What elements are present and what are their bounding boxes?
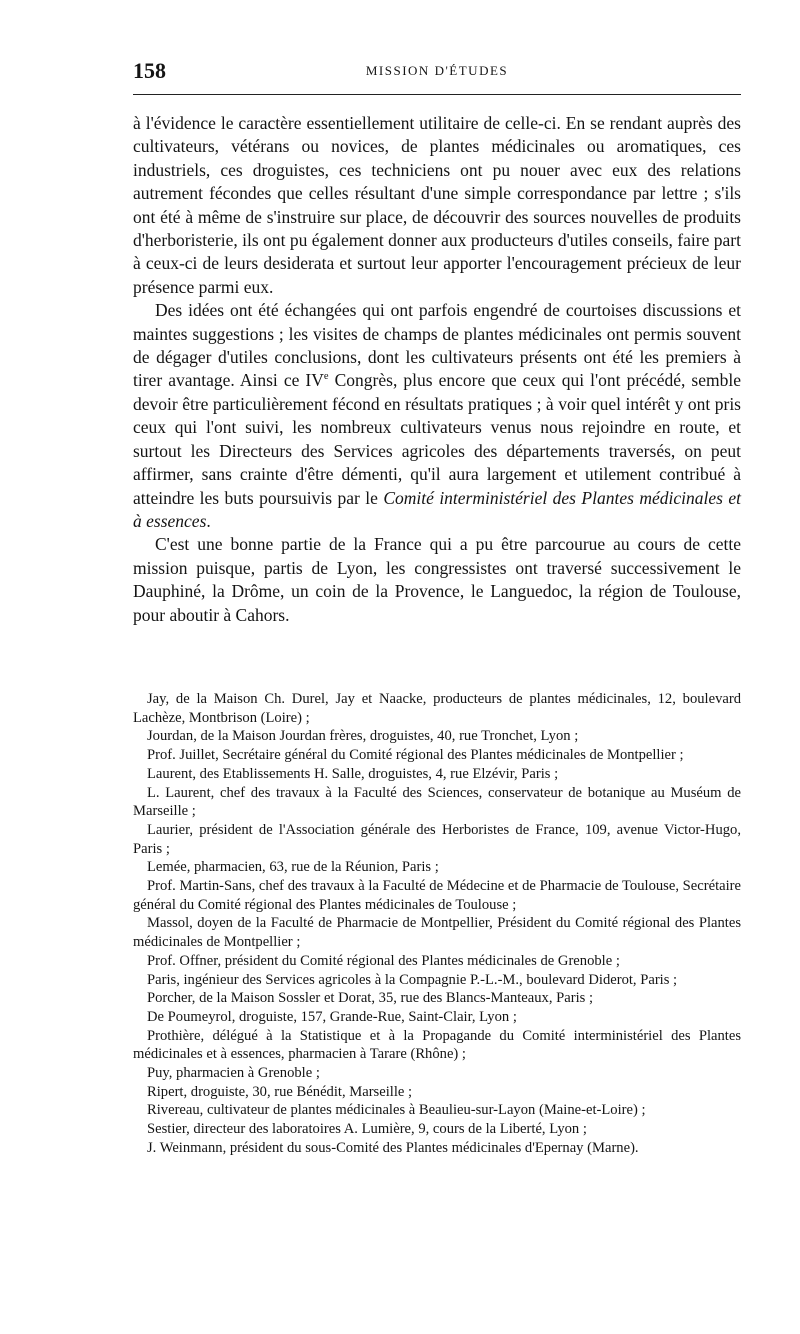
- list-item: Ripert, droguiste, 30, rue Bénédit, Marseille ;: [147, 1083, 413, 1100]
- list-item: Puy, pharmacien à Grenoble ;: [147, 1065, 320, 1082]
- paragraph-3: C'est une bonne partie de la France qui a pu être parcourue au cours de cette mission puisque, partis de Lyon, les congressistes ont traversé successivement le Dauphiné, la Drôme, un coin de la Provence, le Languedoc, la région de Toulouse, pour aboutir à Cahors.: [133, 534, 741, 625]
- list-item: L. Laurent, chef des travaux à la Faculté des Sciences, conservateur de botanique au Muséum de Marseille ;: [133, 784, 741, 820]
- header-rule: [133, 94, 741, 95]
- paragraph-1: à l'évidence le caractère essentiellement utilitaire de celle-ci. En se rendant auprès des cultivateurs, vétérans ou novices, de plantes médicinales ou aromatiques, ces industriels, ces droguistes, ces techniciens ont pu nouer avec eux des relations autrement fécondes que celles résultant d'une simple correspondance par lettre ; s'ils ont été à même de s'instruire sur place, de découvrir des sources nouvelles de produits d'herboristerie, ils ont pu également donner aux producteurs d'utiles conseils, faire part à ceux-ci de leurs desiderata et surtout leur apporter l'encouragement précieux de leur présence parmi eux.: [133, 113, 741, 297]
- list-item: Prof. Juillet, Secrétaire général du Comité régional des Plantes médicinales de Montpellier ;: [147, 747, 684, 764]
- list-item: Laurent, des Etablissements H. Salle, droguistes, 4, rue Elzévir, Paris ;: [147, 765, 559, 782]
- paragraph-2-part-b: Congrès, plus encore que ceux qui l'ont précédé, semble devoir être particulièrement fécond en résultats pratiques ; à voir quel intérêt y ont pris ceux qui l'ont suivi, les nombreux cultivateurs venus nous rejoindre en route, et surtout les Directeurs des Services agricoles des départements traversés, on peut affirmer, sans crainte d'être démenti, qu'il aura largement et utilement contribué à atteindre les buts poursuivis par le: [133, 370, 741, 508]
- page-header: [133, 58, 741, 86]
- list-item: Prof. Martin-Sans, chef des travaux à la Faculté de Médecine et de Pharmacie de Toulouse, Secrétaire général du Comité régional des Plantes médicinales de Toulouse ;: [133, 878, 741, 913]
- list-item: Prof. Offner, président du Comité régional des Plantes médicinales de Grenoble ;: [147, 952, 620, 969]
- paragraph-2: [133, 299, 741, 533]
- list-item: Rivereau, cultivateur de plantes médicinales à Beaulieu-sur-Layon (Maine-et-Loire) ;: [147, 1102, 646, 1119]
- paragraph-2-end: .: [206, 510, 211, 531]
- list-item: Lemée, pharmacien, 63, rue de la Réunion, Paris ;: [147, 859, 439, 876]
- list-item: Jourdan, de la Maison Jourdan frères, droguistes, 40, rue Tronchet, Lyon ;: [147, 728, 579, 745]
- list-item: Sestier, directeur des laboratoires A. Lumière, 9, cours de la Liberté, Lyon ;: [147, 1121, 587, 1138]
- list-item: J. Weinmann, président du sous-Comité des Plantes médicinales d'Epernay (Marne).: [147, 1139, 639, 1156]
- list-item: De Poumeyrol, droguiste, 157, Grande-Rue, Saint-Clair, Lyon ;: [147, 1008, 517, 1025]
- running-title: MISSION D'ÉTUDES: [365, 63, 509, 78]
- list-item: Massol, doyen de la Faculté de Pharmacie de Montpellier, Président du Comité régional des Plantes médicinales de Montpellier ;: [133, 915, 741, 951]
- paragraph-2-part-a: Des idées ont été échangées qui ont parfois engendré de courtoises discussions et maintes suggestions ; les visites de champs de plantes médicinales ont permis souvent de dégager d'utiles conclusions, dont les cultivateurs présents ont été les premiers à tirer avantage. Ainsi ce IV: [133, 300, 741, 391]
- ordinal-superscript: e: [323, 371, 329, 383]
- participant-list: [133, 690, 741, 1158]
- committee-name-italic: Comité interministériel des Plantes médicinales et à essences: [133, 487, 741, 531]
- page-number: 158: [133, 58, 166, 83]
- list-item: Laurier, président de l'Association générale des Herboristes de France, 109, avenue Victor-Hugo, Paris ;: [133, 821, 741, 857]
- list-item: Prothière, délégué à la Statistique et à la Propagande du Comité interministériel des Plantes médicinales et à essences, pharmacien à Tarare (Rhône) ;: [133, 1027, 741, 1063]
- list-item: Jay, de la Maison Ch. Durel, Jay et Naacke, producteurs de plantes médicinales, 12, boulevard Lachèze, Montbrison (Loire) ;: [133, 691, 741, 726]
- main-text: [133, 112, 741, 627]
- list-item: Paris, ingénieur des Services agricoles à la Compagnie P.-L.-M., boulevard Diderot, Paris ;: [147, 971, 678, 988]
- list-item: Porcher, de la Maison Sossler et Dorat, 35, rue des Blancs-Manteaux, Paris ;: [147, 990, 594, 1007]
